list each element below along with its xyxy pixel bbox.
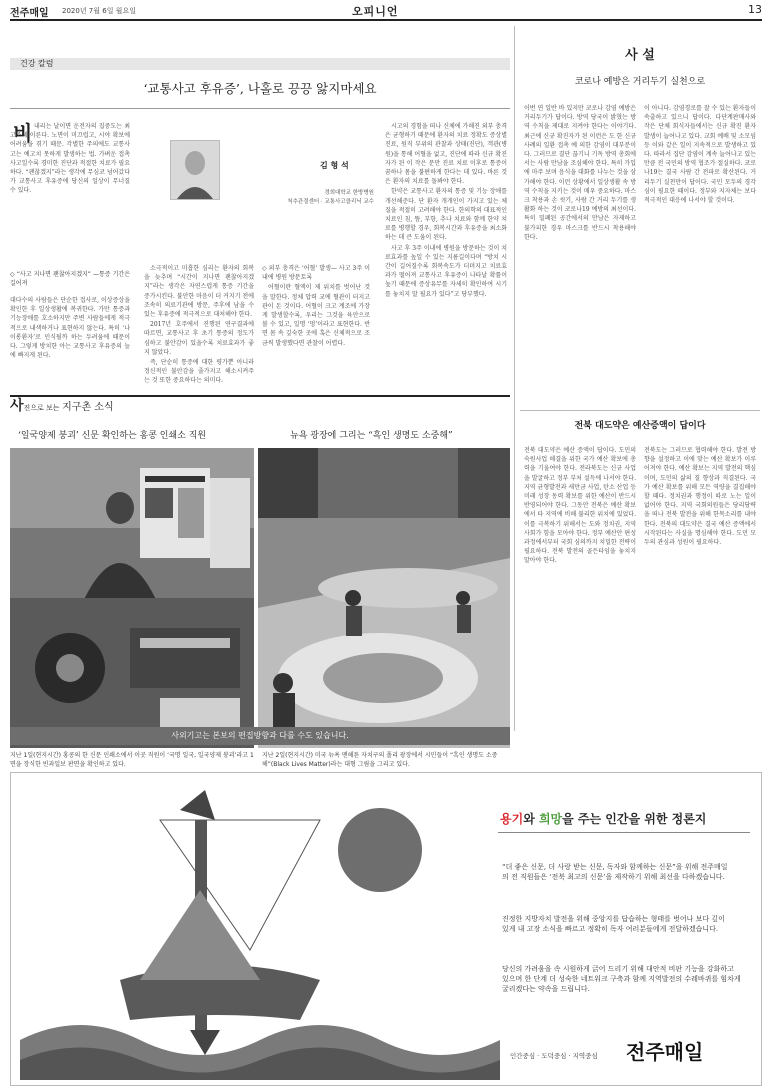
column-para-1: 내리는 날이면 운전자의 집중도는 최고조에 이른다. 노면이 미끄럽고, 시야 확보에 어려움을 겪기 때문. 각별한 주의에도 교통사고는 예고치 못하게 발생하는 법. 가벼운 접촉사고일수록 경미한 진단과 적절한 치료가 필요하다. “괜찮겠지”라는 생각에 무심코 넘어갔다가 교통사고 후유증에 당신의 일상이 무너질 수 있다.: [10, 123, 130, 195]
author-affiliation-1: 경희대학교 한방병원: [324, 190, 374, 196]
column-para-6: 어혈이란 혈액이 제 위치를 벗어난 것을 말한다. 정체 압력 교에 혈관이 터지고 관이 돈 것이다. 어혈이 크고 계조에 가장게 발생할수록, 우리는 그것을 육안으로 볼 수 있고, 일명 ‘멍’이라고 표현한다. 반면 몸 속 깊숙한 곳에 혹은 신체적으로 조금씩 발생했다면 관찰이 어렵다.: [262, 284, 370, 347]
editorial-2-right: 전북도는 그러므로 협력해야 한다. 발전 방향을 설정하고 이에 맞는 예산 확보가 이루어져야 한다. 예산 확보는 지역 발전의 핵심이며, 도민의 삶의 질 향상과 직결된다. 국가 예산 확보를 위해 모든 역량을 결집해야 할 때다. 정치권과 행정이 따로 노는 일이 없어야 한다. 지역 국회의원들은 당리당략을 떠나 전북 발전을 위해 한목소리를 내야 한다. 전북의 대도약은 결국 예산 증액에서 시작된다는 사실을 명심해야 한다. 도민 모두의 관심과 성원이 필요하다.: [644, 447, 756, 547]
editorial-tag: 사 설: [625, 48, 655, 63]
header-rule: [10, 19, 762, 21]
ad-para-2: 진정한 지방자치 발전을 위해 중앙지를 답습하는 형태를 벗어나 보다 깊이 있게 내 고장 소식을 빠르고 정확히 독자 여러분들에게 전달하겠습니다.: [502, 915, 725, 933]
photo-1-title: ‘일국양제 붕괴’ 신문 확인하는 홍콩 인쇄소 직원: [18, 431, 207, 441]
ad-slogan-c: 희망: [538, 812, 563, 826]
ad-para-1: “더 좋은 신문, 더 사랑 받는 신문, 독자와 함께하는 신문”을 위해 전주매일의 전 직원들은 ‘전북 최고의 신문’을 제작하기 위해 최선을 다하겠습니다.: [502, 863, 728, 881]
section-name: 오피니언: [352, 5, 399, 18]
column-para-5: 즉, 단순히 통증에 대한 평가뿐 아니라 정신적인 불안감을 줄가지고 해소시켜주는 것 또한 중요하다는 의미다.: [144, 359, 254, 385]
column-title: ‘교통사고 후유증’, 나홀로 끙끙 앓지마세요: [143, 81, 377, 96]
column-text-block-2: [144, 264, 254, 385]
column-para-3: 소극적이고 미흡한 심리는 환자의 회복을 늦추며 “시간이 지나면 괜찮아지겠지”라는 생각은 자연스럽게 통증 기간을 증가시킨다. 불안한 마음이 더 커지기 전에 조속히 의료기관에 방문, 주후에 남을 수 있는 후유증에 적극적으로 대처해야 한다.: [144, 265, 254, 319]
editorial-divider: [514, 26, 515, 731]
photo-2-caption: 지난 2일(현지시간) 미국 뉴욕 맨해튼 자치구의 폴리 광장에서 시민들이 “흑인 생명도 소중해”(Black Lives Matter)라는 대형 그림을 그리고 있다.: [262, 752, 498, 768]
photo-section-first: 사: [10, 398, 24, 414]
column-subhead-2: ◇ 외부 충격은 ‘어혈’ 발생— 사고 3주 이내에 병원 방문토록: [262, 265, 370, 282]
ad-slogan-b: 와: [523, 812, 539, 826]
editorial-title-2: 전북 대도약은 예산증액이 답이다: [574, 421, 706, 431]
column-tag: 건강 칼럼: [20, 59, 54, 68]
drop-cap: 비: [13, 121, 33, 145]
editorial-notice-bar: 사외기고는 본보의 편집방향과 다를 수도 있습니다.: [10, 727, 510, 745]
editorial-1-left: 이번 연 일반 바 있지만 코로나 감염 예방은 거리두기가 답이다. 방역 당국이 밝혔는 방역 수칙을 제대로 지켜야 한다는 이야기다. 최근에 신규 확진자가 된 이런은 도 한 신규 사례의 일환 접촉 예 의한 감염이 대부분이다. 그러므로 결단 끊기니 기독 방역 총회에서는 사람 만남을 조심해야 한다. 특히 가입에 마주 보며 음식을 대화를 나누는 것을 삼가해야 한다. 이런 상황에서 일상생활 속 방역 수칙을 지키는 것이 매우 중요하다. 마스크 착용과 손 씻기, 사람 간 거리 두기를 생활화 하는 것이 코로나19 예방의 최선이다. 특히 밀폐된 공간에서의 만남은 자제하고 불가피한 경우 마스크를 반드시 착용해야 한다.: [524, 105, 636, 241]
photo-section-label: 진으로 보는: [23, 404, 60, 412]
ad-slogan-d: 을 주는 인간을 위한 정론지: [562, 812, 707, 826]
ad-slogan: [500, 810, 706, 827]
title-rule: [10, 108, 510, 109]
photo-section-heading: [10, 398, 114, 416]
ad-logo: 전주매일: [626, 1040, 704, 1064]
column-text-block-4: [385, 122, 507, 337]
ad-illustration: [20, 780, 490, 1080]
ad-tagline: 인간중심 · 도덕중심 · 지역중심: [510, 1052, 598, 1060]
photo-1-hongkong-printer: [10, 448, 254, 748]
ad-para-3: 당신의 가려움을 속 시원하게 긁어 드리기 위해 대안적 비판 기능을 강화하고 있으며 한 단계 더 성숙한 네트워크 구축과 함께 지역발전의 수레바퀴를 힘차게 굴리겠다는 약속을 드립니다.: [502, 965, 741, 993]
issue-date: 2020년 7월 6일 월요일: [62, 7, 136, 15]
photo-section-suffix: 지구촌 소식: [62, 402, 114, 413]
ad-slogan-rule: [498, 832, 750, 833]
column-para-9: 사고 후 3주 이내에 병원을 방문하는 것이 치료효과를 높일 수 있는 지름길이다며 “방치 시간이 길어질수록 회복속도가 더뎌지고 치료효과가 떨어져 교통사고 후유증이 나타날 확률이 높기 때문에 증상유무를 자세히 확인하여 시기를 놓치지 말 필요가 있다”고 당부했다.: [385, 244, 507, 298]
editorial-title-1: 코로나 예방은 거리두기 실천으로: [574, 77, 706, 87]
photo-2-newyork-mural: [258, 448, 510, 748]
photo-1-caption: 지난 1일(현지시간) 홍콩의 한 신문 인쇄소에서 이곳 직원이 ‘국명 일국, 일국양제 붕괴’라고 1면을 장식한 빈과일보 판면을 확인하고 있다.: [10, 752, 254, 768]
author-affiliation-2: 척추관절센터 · 교통사고클리닉 교수: [287, 199, 374, 205]
author-photo: [170, 140, 220, 200]
masthead-paper-name: 전주매일: [10, 8, 49, 19]
column-para-4: 2017년 호주에서 진행된 연구결과에 따르면, 교통사고 후 초기 통증의 정도가 심하고 불안감이 있을수록 치료효과가 좋지 않았다.: [144, 321, 254, 356]
column-intro: [10, 122, 130, 202]
column-text-block-3: [262, 264, 370, 347]
ad-slogan-a: 용기: [500, 812, 524, 826]
page-number: 13: [748, 3, 762, 16]
column-para-2: 대다수의 사람들은 단순한 접사로, 이상증상을 확인한 후 일상생활에 복귀한다. 가만 통증과 기능장애를 호소하지만 주변 사람들에게 적극적으로 내색하거나 표현하지 않는다. 특히 ‘나이롱환자’로 인식될까 하는 두려움에 때문이다. 그렇게 방치한 아는 교통사고 후유증의 늪에 빠지게 된다.: [10, 297, 130, 360]
editorial-2-left: 전북 대도약은 예산 증액이 답이다. 도민의 숙원사업 해결을 위한 국가 예산 확보에 총력을 기울여야 한다. 전라북도는 신규 사업을 발굴하고 정부 부처 설득에 나서야 한다. 지역 균형발전과 새만금 사업, 탄소 산업 등 미래 성장 동력 확보를 위한 예산이 반드시 반영되어야 한다. 그동안 전북은 예산 확보에서 타 지역에 비해 불리한 위치에 있었다. 이를 극복하기 위해서는 도와 정치권, 지역 사회가 힘을 모아야 한다. 정부 예산안 편성 과정에서부터 국회 심의까지 치밀한 전략이 필요하다. 전북 발전의 골든타임을 놓치지 말아야 한다.: [524, 447, 636, 565]
column-text-block-1: [10, 121, 130, 360]
column-tag-bar: [10, 58, 510, 70]
photo-section-rule: [10, 395, 510, 397]
column-para-8: 한약은 교통사고 환자의 통증 및 기능 장애를 개선해준다. 단 환자 개개인이 가지고 있는 체질을 적절히 고려해야 한다. 한의학의 대표적인 치료인 침, 뜸, 부항, 추나 치료와 함께 한약 치료를 병행할 경우, 회복시간과 후유증을 최소화하는 데 큰 도움이 된다.: [385, 188, 507, 242]
ad-sun: [338, 808, 422, 892]
column-subhead-1: ◇ “사고 지나면 괜찮아지겠지” —통증 기간은 길어져: [10, 271, 130, 288]
editorial-1-right: 이 아니다. 감염경로를 잘 수 있는 환자들이 속출하고 있으니 답이다. 다단계판매사와 작은 단체 회식자들에서는 신규 확진 환자 발생이 늘어나고 있다. 교회 예배 및 소모임 등 이와 같은 일이 지속적으로 발생하고 있다. 따라서 집단 감염이 계속 늘어나고 있는 만큼 전 국민의 방역 협조가 절실하다. 코로나19는 결국 사람 간 전파로 확산된다. 거리두기 실천만이 답이다. 국민 모두의 경각심이 필요한 때이다. 정부와 지자체는 보다 적극적인 대응에 나서야 할 것이다.: [644, 105, 756, 205]
author-name: 김 형 석: [320, 161, 349, 170]
photo-2-title: 뉴욕 광장에 그리는 “흑인 생명도 소중해”: [290, 431, 453, 441]
editorial-rule: [520, 410, 760, 411]
column-para-7: 시고의 경험을 떠나 신체에 가해진 외부 충격은 균형하기 때문에 환자의 치료 정확도 증상별 진료, 원직 부위의 관찰과 상태(진단), 객관(병원)을 통해 어혈을 없고, 진단에 따라 신규 확진자가 된 이 작은 문만 진료 치료 이후로 통증이 꿈하나 몸을 불편하게 한다는 데 있다. 바른 것은 환자의 치료를 돌봐야 한다.: [385, 123, 507, 186]
ad-pen-nib: [180, 790, 215, 820]
